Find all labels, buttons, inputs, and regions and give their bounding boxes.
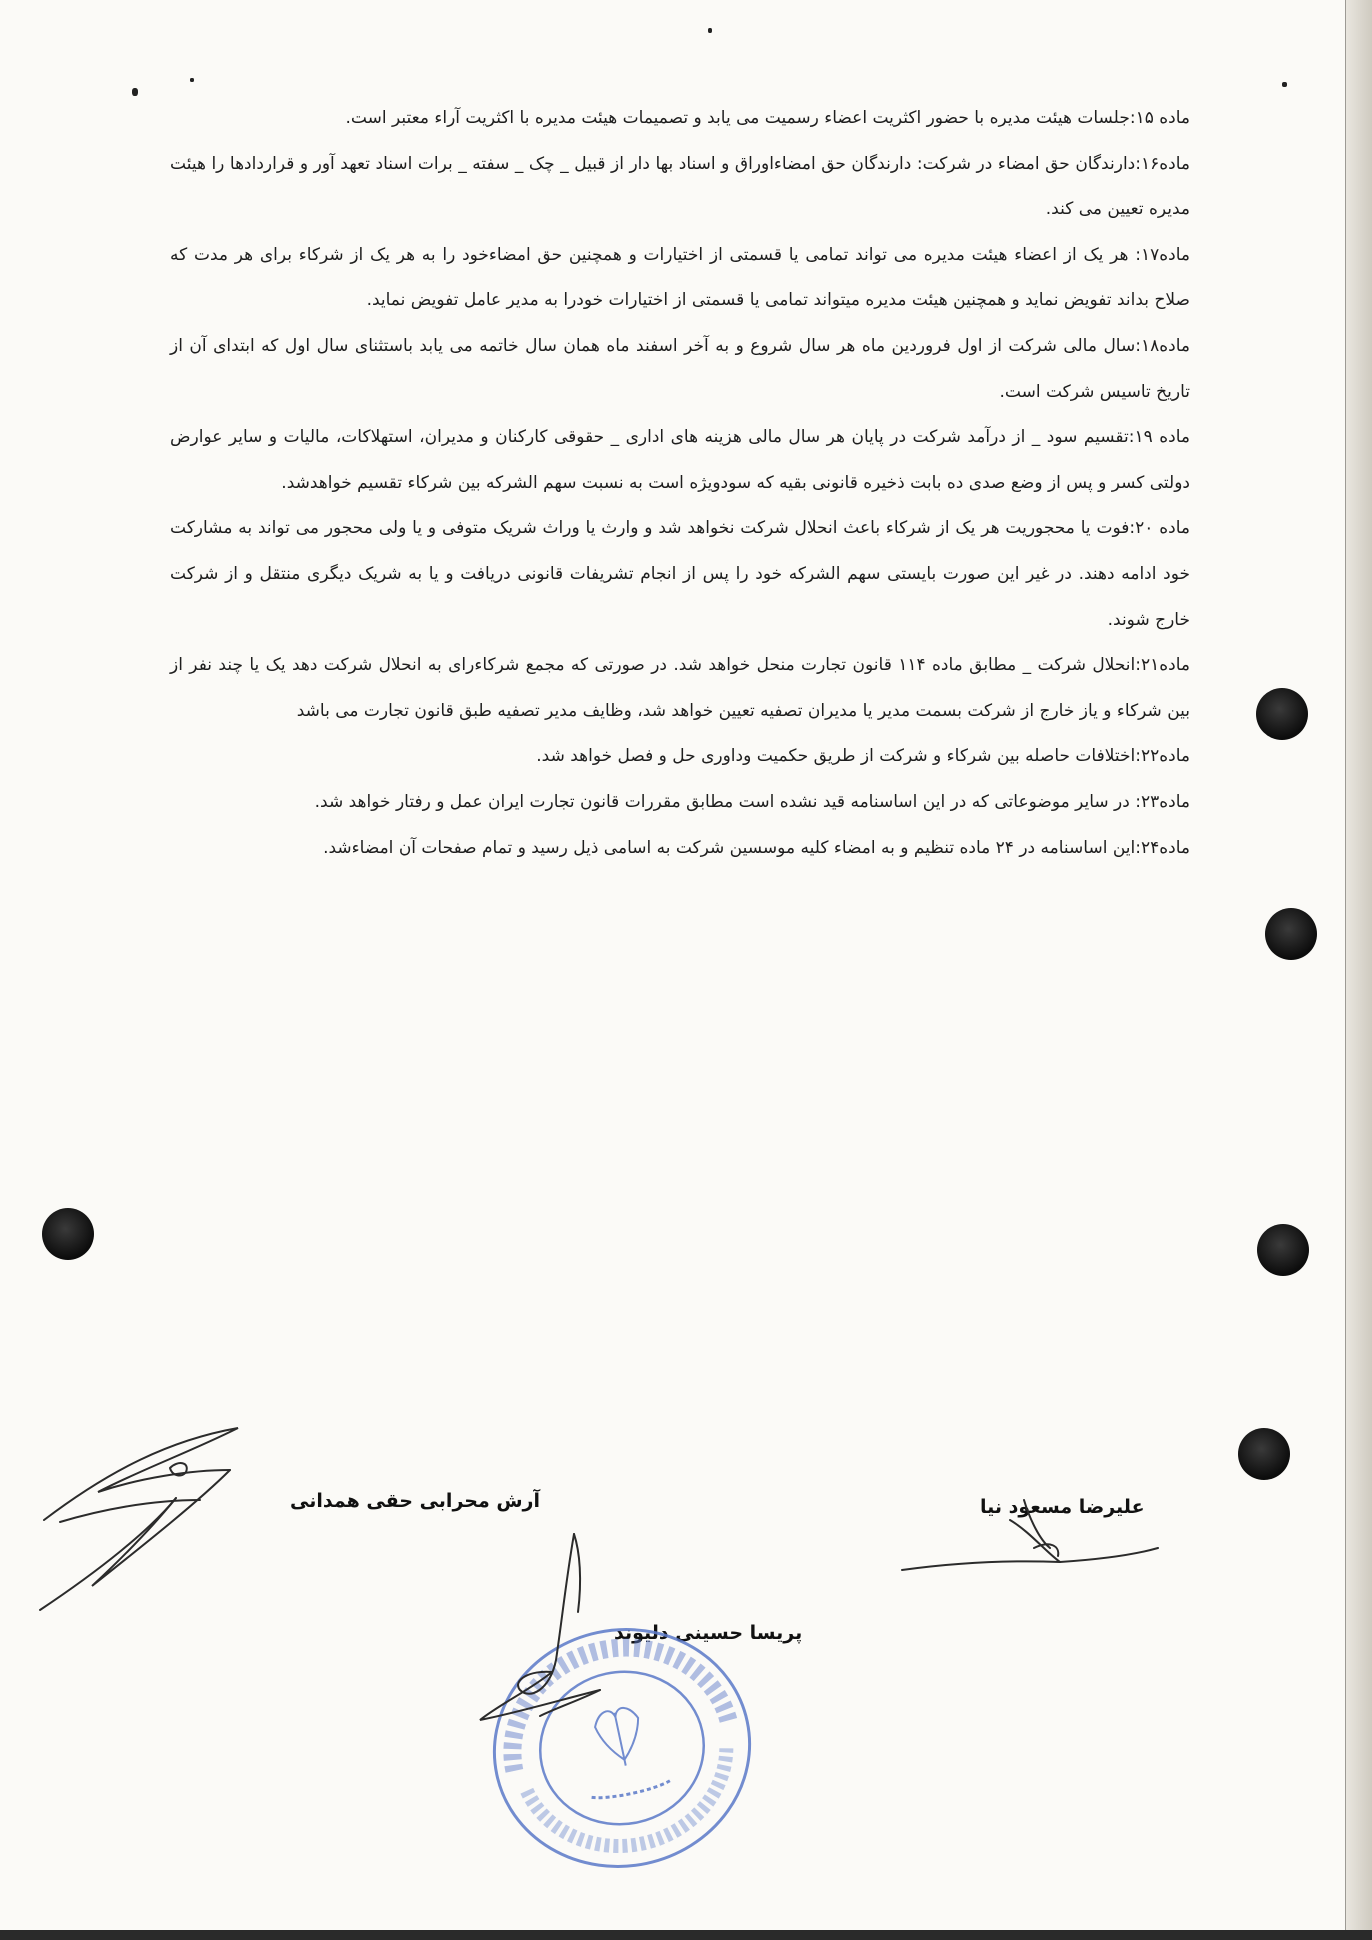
article-20: ماده ۲۰:فوت یا محجوریت هر یک از شرکاء باعث انحلال شرکت نخواهد شد و وارث یا وراث شریک متوفی و یا ولی محجور می تواند به مشارکت خود ادامه دهند. در غیر این صورت بایستی سهم الشرکه خود را پس از انجام تشریفات قانونی دریافت و یا به شریک دیگری منتقل و از شرکت خارج شوند. <box>170 518 1190 630</box>
ink-speck <box>190 78 194 82</box>
ink-speck <box>708 28 712 33</box>
ink-speck <box>1282 82 1287 87</box>
article-15: ماده ۱۵:جلسات هیئت مدیره با حضور اکثریت اعضاء رسمیت می یابد و تصمیمات هیئت مدیره با اکثریت آراء معتبر است. <box>345 108 1190 128</box>
article-24: ماده۲۴:این اساسنامه در ۲۴ ماده تنظیم و به امضاء کلیه موسسین شرکت به اسامی ذیل رسید و تمام صفحات آن امضاءشد. <box>323 837 1190 858</box>
article-17: ماده۱۷: هر یک از اعضاء هیئت مدیره می تواند تمامی یا قسمتی از اختیارات و همچنین حق امضاءخود را به هر یک از شرکاء برای هر مدت که صلاح بداند تفویض نماید و همچنین هیئت مدیره میتواند تمامی یا قسمتی از اختیارات خودرا به مدیر عامل تفویض نماید. <box>170 244 1190 311</box>
signature-center <box>480 1534 600 1720</box>
article-16: ماده۱۶:دارندگان حق امضاء در شرکت: دارندگان حق امضاءاوراق و اسناد بها دار از قبیل _ چک _ سفته _ برات اسناد تعهد آور و قراردادها را هیئت مدیره تعیین می کند. <box>170 153 1190 220</box>
punch-hole <box>1265 908 1317 960</box>
scan-edge-right <box>1345 0 1372 1940</box>
notary-stamp <box>472 1606 771 1890</box>
signer-name-left: آرش محرابی حقی همدانی <box>290 1490 541 1512</box>
punch-hole <box>1238 1428 1290 1480</box>
punch-hole <box>42 1208 94 1260</box>
article-21: ماده۲۱:انحلال شرکت _ مطابق ماده ۱۱۴ قانون تجارت منحل خواهد شد. در صورتی که مجمع شرکاءرای به انحلال شرکت دهد یک یا چند نفر از بین شرکاء و یاز خارج از شرکت بسمت مدیر یا مدیران تصفیه تعیین خواهد شد، وظایف مدیر تصفیه طبق قانون تجارت می باشد <box>170 655 1191 721</box>
signer-name-center: پریسا حسینی دلیوند <box>614 1622 803 1644</box>
article-23: ماده۲۳: در سایر موضوعاتی که در این اساسنامه قید نشده است مطابق مقررات قانون تجارت ایران عمل و رفتار خواهد شد. <box>314 791 1190 812</box>
scan-edge-bottom <box>0 1930 1372 1940</box>
punch-hole <box>1257 1224 1309 1276</box>
punch-hole <box>1256 688 1308 740</box>
signer-name-right: علیرضا مسعود نیا <box>980 1496 1145 1518</box>
article-18: ماده۱۸:سال مالی شرکت از اول فروردین ماه هر سال شروع و به آخر اسفند ماه همان سال خاتمه می یابد باستثنای سال اول که ابتدای آن از تاریخ تاسیس شرکت است. <box>170 335 1190 402</box>
article-19: ماده ۱۹:تقسیم سود _ از درآمد شرکت در پایان هر سال مالی هزینه های اداری _ حقوقی کارکنان و مدیران، استهلاکات، مالیات و سایر عوارض دولتی کسر و پس از وضع صدی ده بابت ذخیره قانونی بقیه که سودویژه است به نسبت سهم الشرکه بین شرکاء تقسیم خواهدشد. <box>170 427 1190 493</box>
ink-speck <box>132 88 138 96</box>
signature-left <box>40 1428 238 1610</box>
article-22: ماده۲۲:اختلافات حاصله بین شرکاء و شرکت از طریق حکمیت وداوری حل و فصل خواهد شد. <box>536 746 1190 767</box>
articles-body <box>170 96 1190 871</box>
